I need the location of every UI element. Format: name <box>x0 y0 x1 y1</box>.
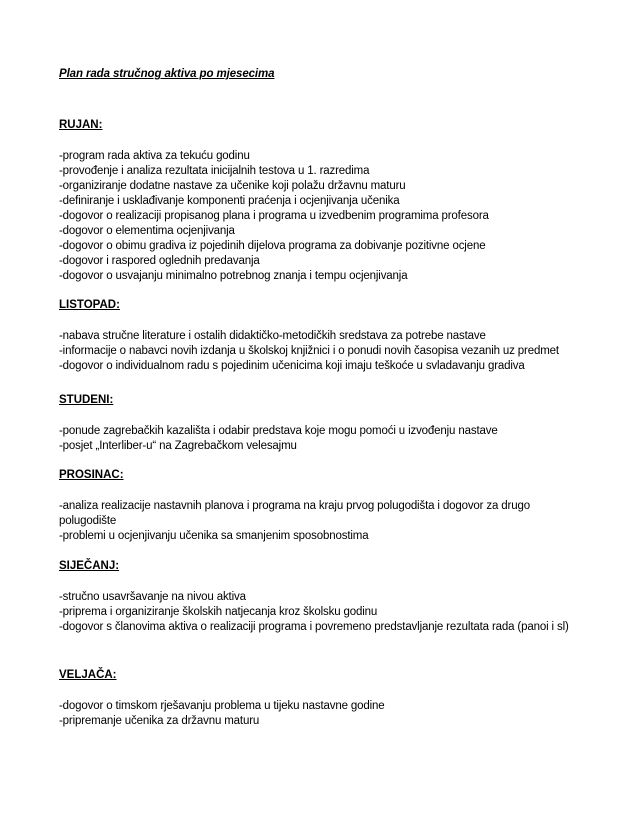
section-heading: RUJAN: <box>59 119 103 131</box>
list-item: -dogovor o usvajanju minimalno potrebnog znanja i tempu ocjenjivanja <box>59 270 408 282</box>
list-item: -nabava stručne literature i ostalih didaktičko-metodičkih sredstava za potrebe nastave <box>59 330 486 342</box>
section-sijecanj <box>59 559 584 635</box>
section-items <box>59 590 584 635</box>
section-heading: PROSINAC: <box>59 469 124 481</box>
section-listopad <box>59 298 584 374</box>
list-item: -problemi u ocjenjivanju učenika sa smanjenim sposobnostima <box>59 530 369 542</box>
list-item: -priprema i organiziranje školskih natjecanja kroz školsku godinu <box>59 606 378 618</box>
list-item: -informacije o nabavci novih izdanja u školskoj knjižnici i o ponudi novih časopisa vezanih uz predmet <box>59 345 559 357</box>
section-items <box>59 149 584 284</box>
list-item: -dogovor i raspored oglednih predavanja <box>59 255 260 267</box>
list-item: -dogovor o elementima ocjenjivanja <box>59 225 235 237</box>
list-item: -stručno usavršavanje na nivou aktiva <box>59 591 246 603</box>
section-items <box>59 499 584 544</box>
section-items <box>59 699 584 729</box>
list-item: -provođenje i analiza rezultata inicijalnih testova u 1. razredima <box>59 165 370 177</box>
section-heading: SIJEČANJ: <box>59 560 120 572</box>
section-items <box>59 329 584 374</box>
list-item: -posjet „Interliber-u“ na Zagrebačkom velesajmu <box>59 440 297 452</box>
section-heading: LISTOPAD: <box>59 299 120 311</box>
list-item: -dogovor o realizaciji propisanog plana i programa u izvedbenim programima profesora <box>59 210 489 222</box>
list-item: -dogovor o individualnom radu s pojedinim učenicima koji imaju teškoće u svladavanju gradiva <box>59 360 525 372</box>
list-item: -pripremanje učenika za državnu maturu <box>59 715 260 727</box>
document-title: Plan rada stručnog aktiva po mjesecima <box>59 68 275 80</box>
section-studeni <box>59 393 584 454</box>
list-item: -definiranje i usklađivanje komponenti praćenja i ocjenjivanja učenika <box>59 195 400 207</box>
section-items <box>59 424 584 454</box>
list-item: -ponude zagrebačkih kazališta i odabir predstava koje mogu pomoći u izvođenju nastave <box>59 425 498 437</box>
list-item: -dogovor s članovima aktiva o realizaciji programa i povremeno predstavljanje rezultata rada (panoi i sl) <box>59 621 569 633</box>
list-item: -program rada aktiva za tekuću godinu <box>59 150 250 162</box>
list-item: -organiziranje dodatne nastave za učenike koji polažu državnu maturu <box>59 180 406 192</box>
section-heading: VELJAČA: <box>59 669 117 681</box>
section-rujan <box>59 118 584 284</box>
list-item: -dogovor o obimu gradiva iz pojedinih dijelova programa za dobivanje pozitivne ocjene <box>59 240 486 252</box>
section-veljaca <box>59 668 584 729</box>
list-item: -dogovor o timskom rješavanju problema u tijeku nastavne godine <box>59 700 385 712</box>
section-heading: STUDENI: <box>59 394 114 406</box>
list-item: -analiza realizacije nastavnih planova i programa na kraju prvog polugodišta i dogovor za drugo polugodište <box>59 500 530 527</box>
section-prosinac <box>59 468 584 544</box>
